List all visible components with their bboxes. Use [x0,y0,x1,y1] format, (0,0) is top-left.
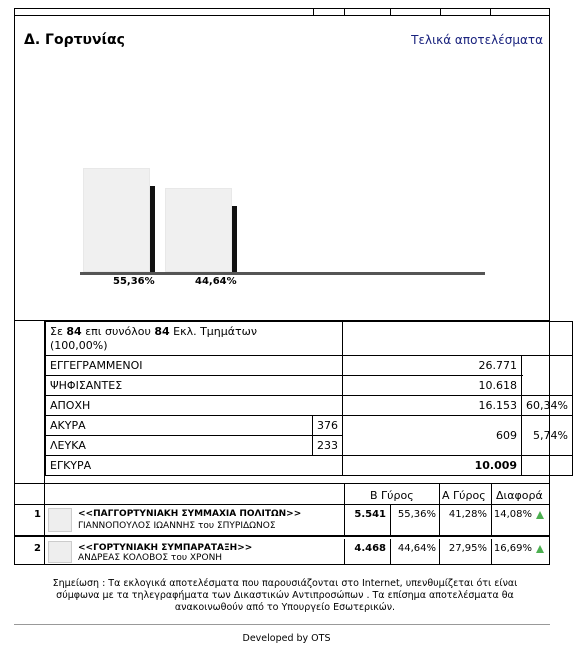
arrow-up-icon [536,545,544,553]
candidate-logo [48,508,72,532]
candidate-party[interactable]: <<ΠΑΓΓΟΡΤΥΝΙΑΚΗ ΣΥΜΜΑΧΙΑ ΠΟΛΙΤΩΝ>> [78,509,302,519]
blank-value: 233 [313,436,343,456]
voted-label: ΨΗΦΙΣΑΝΤΕΣ [46,376,343,396]
candidate-row[interactable] [14,539,550,565]
candidate-rank: 1 [34,509,41,520]
footer-credit[interactable]: Developed by OTS [242,633,331,644]
arrow-up-icon [536,511,544,519]
footer-divider [14,624,550,625]
chart-bar [165,188,232,272]
results-status[interactable]: Τελικά αποτελέσματα [411,33,543,47]
chart-bar [83,168,150,272]
chart-bar-label: 44,64% [195,276,237,287]
candidate-leader: ΓΙΑΝΝΟΠΟΥΛΟΣ ΙΩΑΝΝΗΣ του ΣΠΥΡΙΔΩΝΟΣ [78,521,276,531]
stats-table [45,321,573,476]
invalid-blank-pct: 5,74% [522,416,573,456]
abstention-value: 16.153 [343,396,522,416]
invalid-blank-total: 609 [343,416,522,456]
invalid-value: 376 [313,416,343,436]
disclaimer-note: Σημείωση : Τα εκλογικά αποτελέσματα που παρουσιάζονται στο Internet, υπενθυμίζεται ότι είναι σύμφωνα με τα τηλεγραφήματα των Δικαστικών Αντιπροσώπων . Τα επίσημα αποτελέσματα θα ανακοινωθούν από το Υπουργείο Εσωτερικών. [52,578,518,613]
chart-bar-label: 55,36% [113,276,155,287]
column-round-a: Α Γύρος [442,489,486,502]
registered-label: ΕΓΓΕΓΡΑΜΜΕΝΟΙ [46,356,343,376]
candidate-rank: 2 [34,543,41,554]
voted-value: 10.618 [343,376,522,396]
registered-value: 26.771 [343,356,522,376]
candidate-diff: 14,08% [493,509,532,520]
candidate-votes: 4.468 [354,543,386,554]
candidate-votes: 5.541 [354,509,386,520]
candidate-pct-b: 44,64% [397,543,436,554]
candidate-logo [48,541,72,563]
chart-bar-shadow [232,206,237,272]
candidate-pct-a: 27,95% [448,543,487,554]
blank-label: ΛΕΥΚΑ [46,436,313,456]
valid-value: 10.009 [343,456,522,476]
abstention-pct: 60,34% [522,396,573,416]
candidate-diff: 16,69% [493,543,532,554]
column-round-b: Β Γύρος [370,489,414,502]
candidate-leader: ΑΝΔΡΕΑΣ ΚΟΛΟΒΟΣ του ΧΡΟΝΗ [78,553,223,563]
counted-cell: Σε 84 επι συνόλου 84 Εκλ. Τμημάτων (100,00%) [46,322,343,356]
invalid-label: ΑΚΥΡΑ [46,416,313,436]
results-chart [0,0,573,320]
abstention-label: ΑΠΟΧΗ [46,396,343,416]
chart-bar-shadow [150,186,155,272]
column-diff: Διαφορά [496,489,543,502]
candidate-party[interactable]: <<ΓΟΡΤΥΝΙΑΚΗ ΣΥΜΠΑΡΑΤΑΞΗ>> [78,543,253,553]
candidate-pct-a: 41,28% [448,509,487,520]
candidate-pct-b: 55,36% [397,509,436,520]
valid-label: ΕΓΚΥΡΑ [46,456,343,476]
results-header-row [14,483,550,505]
candidate-row[interactable] [14,505,550,537]
page-title: Δ. Γορτυνίας [24,32,125,48]
chart-baseline [80,272,485,275]
